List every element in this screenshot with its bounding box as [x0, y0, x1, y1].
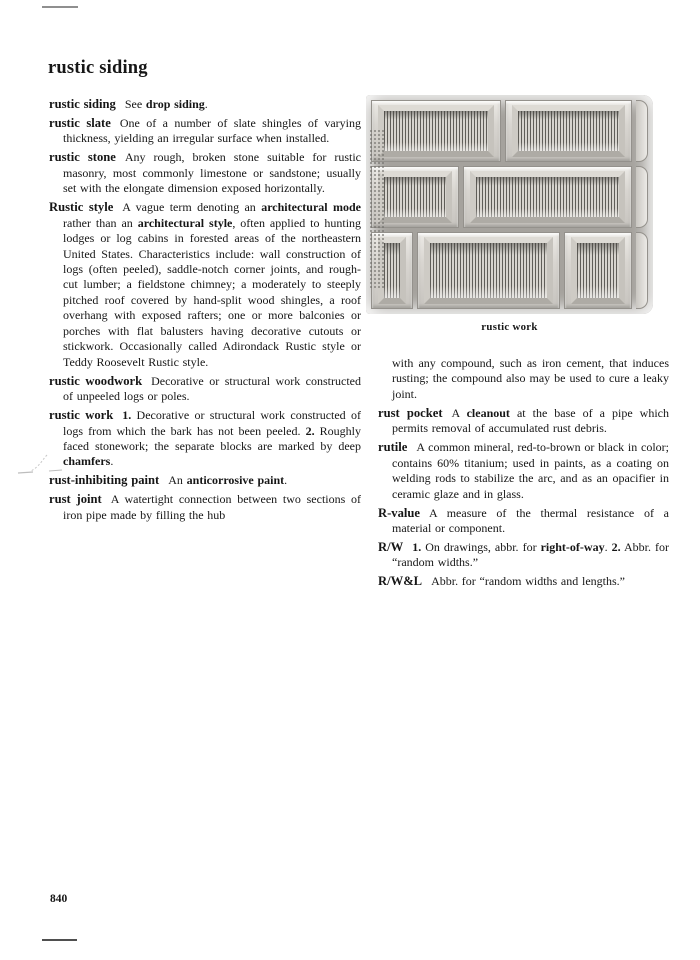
entry-term: rust joint [49, 492, 102, 507]
stone-row [371, 232, 648, 309]
wall-edge [636, 100, 648, 162]
entry-text: A vague term denoting an [122, 200, 262, 215]
entry-bold-ref: anticorrosive paint [186, 473, 285, 488]
dict-entry-continuation [378, 356, 669, 402]
dict-entry [49, 97, 361, 112]
entry-bold-ref: 1. [412, 539, 422, 554]
entry-term: rustic stone [49, 150, 116, 165]
dict-entry [378, 506, 669, 537]
entry-bold-ref: architectural style [137, 215, 233, 230]
entry-text: An [168, 473, 187, 488]
entry-text: rather than an [63, 215, 138, 230]
entry-text: with any compound, such as iron cement, that induces rusting; the compound also may be used to cure a leaky joint. [392, 356, 669, 401]
entry-text: A watertight connection between two sections of iron pipe made by filling the hub [63, 492, 361, 522]
entry-bold-ref: drop siding [145, 97, 205, 111]
stone-block [371, 166, 459, 228]
stone-row [371, 100, 648, 162]
dict-entry [378, 440, 669, 502]
page-title: rustic siding [48, 58, 148, 79]
wall-edge [636, 166, 648, 228]
entry-bold-ref: architectural mode [261, 200, 361, 215]
entry-bold-ref: cleanout [466, 405, 510, 420]
dict-entry [49, 492, 361, 523]
figure-caption: rustic work [481, 321, 538, 333]
dict-entry [49, 116, 361, 147]
wall-edge [636, 232, 648, 309]
page-number: 840 [50, 893, 68, 905]
entry-text: . [284, 473, 288, 488]
dict-entry [49, 408, 361, 470]
stone-block [505, 100, 632, 162]
entry-text: . [604, 539, 612, 554]
entry-bold-ref: 1. [122, 408, 132, 423]
entry-text: A common mineral, red-to-brown or black in color; contains 60% titanium; used in paints, as a coating on welding rods to stabilize the arc, and as an opacifier in ceramic glaze and in glass. [392, 440, 669, 501]
stone-block [463, 166, 632, 228]
entry-term: rustic slate [49, 115, 111, 130]
entry-text: One of a number of slate shingles of varying thickness, yielding an irregular surface when installed. [63, 115, 361, 146]
dict-entry [378, 406, 669, 437]
entry-text: A measure of the thermal resistance of a material or component. [392, 505, 669, 536]
dict-entry [49, 150, 361, 196]
entry-term: R/W [378, 539, 404, 554]
stone-row [371, 166, 648, 228]
rustic-work-figure [366, 95, 653, 333]
entry-bold-ref: 2. [305, 423, 315, 438]
rustic-work-photo [366, 95, 653, 314]
entry-term: R-value [378, 505, 420, 520]
stone-block [371, 232, 413, 309]
entry-text: Any rough, broken stone suitable for rustic masonry, most commonly limestone or sandstone; usually set with the elongate dimension exposed horizontally. [63, 150, 361, 196]
entry-text: Decorative or structural work constructed of logs from which the bark has not been peeled. [63, 408, 361, 438]
entry-term: rust-inhibiting paint [49, 473, 160, 488]
stone-block [417, 232, 560, 309]
entry-text: . [204, 97, 208, 111]
entry-text: , often applied to hunting lodges or log cabins in forested areas of the northeastern United States. Characteristics include: wall construction of logs (often peeled), saddle-notch corner joints, and rough-cut lumber; a fieldstone chimney; a moderately to steeply pitched roof covered by hand-split wood shingles, a roof overhang with exposed rafters; one or more balconies or porches with flat balusters having decorative cutouts or stickwork. Occasionally called Adirondack Rustic style or Teddy Roosevelt Rustic style. [63, 215, 362, 369]
margin-pencil-mark [16, 452, 68, 478]
entry-text: See [124, 97, 146, 111]
scan-crop-rule-top [42, 6, 78, 8]
entry-bold-ref: 2. [611, 539, 621, 554]
entry-bold-ref: right-of-way [540, 539, 605, 554]
entry-term: R/W&L [378, 574, 423, 589]
entry-text: Roughly faced stonework; the separate blocks are marked by deep [63, 423, 361, 454]
dict-entry [378, 574, 669, 589]
entry-term: rust pocket [378, 405, 443, 420]
entry-text: On drawings, abbr. for [421, 539, 541, 554]
entry-term: rustic woodwork [49, 373, 143, 388]
entry-text: A [451, 405, 467, 420]
dict-entry [49, 473, 361, 488]
entry-text: Abbr. for “random widths.” [392, 539, 669, 570]
entry-text: . [110, 454, 114, 469]
entry-term: Rustic style [49, 200, 114, 215]
entry-term: rustic work [49, 408, 114, 423]
entry-bold-ref: chamfers [63, 454, 111, 469]
scan-crop-rule-bottom [42, 939, 77, 941]
entry-text: at the base of a pipe which permits removal of accumulated rust debris. [392, 405, 669, 436]
entry-text: Decorative or structural work constructed of unpeeled logs or poles. [63, 373, 361, 404]
right-column [378, 356, 669, 593]
entry-text: Abbr. for “random widths and lengths.” [431, 574, 625, 589]
left-column [49, 97, 361, 527]
dict-entry [49, 374, 361, 405]
dict-entry [49, 200, 361, 370]
dict-entry [378, 540, 669, 571]
entry-term: rustic siding [49, 97, 116, 111]
stone-block [371, 100, 501, 162]
entry-term: rutile [378, 440, 408, 455]
stone-block [564, 232, 632, 309]
